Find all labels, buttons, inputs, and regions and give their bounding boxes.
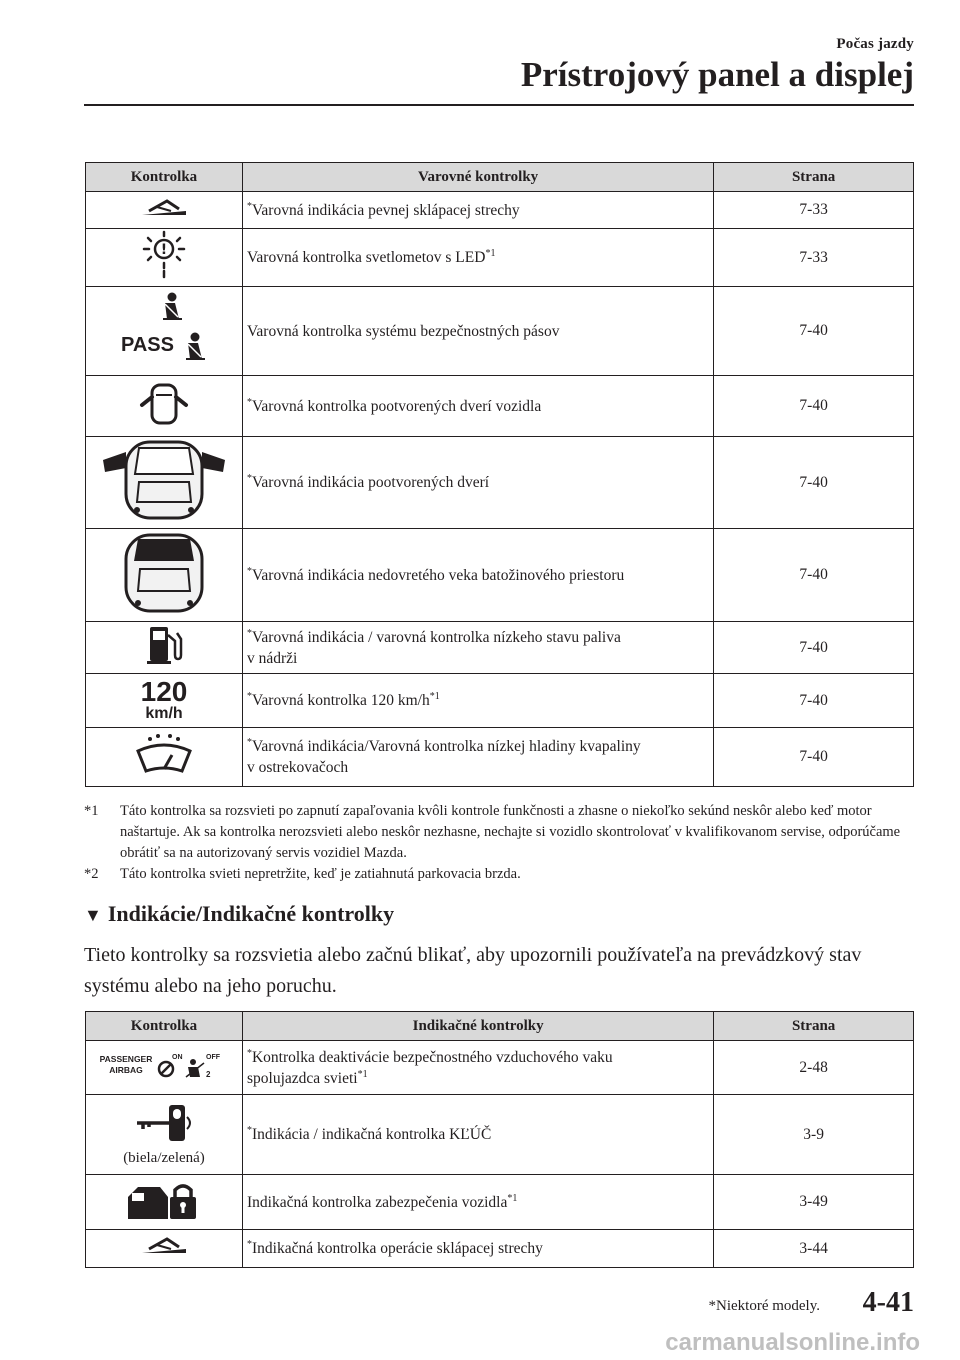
section-heading: ▼ Indikácie/Indikačné kontrolky — [84, 901, 395, 926]
door-open-icon — [134, 381, 194, 427]
icon-cell — [86, 229, 243, 287]
description-cell: Indikačná kontrolka zabezpečenia vozidla$^{*1}$ — [242, 1175, 713, 1230]
description-cell: *Indikačná kontrolka operácie sklápacej strechy — [242, 1230, 713, 1268]
svg-text:2: 2 — [205, 1070, 211, 1079]
table-row — [86, 1230, 914, 1268]
page-ref: 7-40 — [714, 728, 914, 787]
icon-cell — [86, 1175, 243, 1230]
page-ref: 7-40 — [714, 376, 914, 437]
triangle-marker: ▼ — [84, 905, 102, 925]
icon-cell — [86, 674, 243, 728]
description-cell: *Varovná indikácia pevnej sklápacej strechy — [242, 192, 713, 229]
description-cell: *Varovná indikácia / varovná kontrolka nízkeho stavu paliva v nádrži — [242, 622, 713, 674]
column-header: Varovné kontrolky — [242, 163, 713, 192]
table-row — [86, 1095, 914, 1175]
column-header: Indikačné kontrolky — [242, 1012, 713, 1041]
fuel-pump-icon — [142, 623, 186, 667]
svg-text:ON: ON — [171, 1054, 183, 1061]
svg-text:km/h: km/h — [145, 705, 183, 721]
page-number: 4-41 — [862, 1287, 914, 1318]
page-ref: 7-33 — [714, 192, 914, 229]
icon-cell — [86, 376, 243, 437]
svg-text:120: 120 — [140, 676, 188, 707]
svg-text:PASS: PASS — [120, 333, 174, 356]
washer-fluid-icon — [132, 733, 196, 777]
svg-text:OFF: OFF — [205, 1054, 220, 1061]
warning-lights-table — [85, 162, 914, 787]
footer-note: *Niektoré modely. — [708, 1298, 820, 1314]
table-header-row — [86, 1012, 914, 1041]
speed-120-icon — [129, 675, 199, 721]
passenger-airbag-icon — [94, 1047, 234, 1083]
page-ref: 3-44 — [714, 1230, 914, 1268]
seatbelt-icon — [114, 289, 214, 369]
table-row — [86, 674, 914, 728]
column-header: Strana — [714, 163, 914, 192]
column-header: Strana — [714, 1012, 914, 1041]
table-row — [86, 1041, 914, 1095]
page-title: Prístrojový panel a displej — [520, 55, 914, 94]
security-lock-icon — [124, 1179, 204, 1221]
key-icon — [129, 1103, 199, 1143]
page-ref: 3-9 — [714, 1095, 914, 1175]
description-cell: *Kontrolka deaktivácie bezpečnostného vzduchového vaku spolujazdca svieti$^{*1}$ — [242, 1041, 713, 1095]
description-cell: *Varovná indikácia pootvorených dverí — [242, 437, 713, 529]
page-header — [521, 36, 914, 95]
table-row — [86, 287, 914, 376]
convertible-roof-icon — [139, 195, 189, 221]
footnote: *1 Táto kontrolka sa rozsvieti po zapnutí zapaľovania kvôli kontrole funkčnosti a zhasne o niekoľko sekúnd neskôr alebo keď motor naštartuje. Ak sa kontrolka nerozsvieti alebo neskôr nezhasne, nechajte si vozidlo skontrolovať v kvalifikovanom servise, odporúčame obrátiť sa na autorizovaný servis vozidiel Mazda. — [84, 803, 901, 861]
car-trunk-open-icon — [114, 531, 214, 615]
table-row — [86, 437, 914, 529]
description-cell: Varovná kontrolka systému bezpečnostných pásov — [242, 287, 713, 376]
description-cell: *Varovná kontrolka pootvorených dverí vozidla — [242, 376, 713, 437]
description-cell: *Varovná indikácia/Varovná kontrolka nízkej hladiny kvapaliny v ostrekovačoch — [242, 728, 713, 787]
led-headlight-icon — [134, 230, 194, 280]
convertible-roof-icon — [139, 1233, 189, 1259]
column-header: Kontrolka — [86, 163, 243, 192]
icon-cell — [86, 287, 243, 376]
page-ref: 7-33 — [714, 229, 914, 287]
icon-cell — [86, 437, 243, 529]
icon-cell — [86, 622, 243, 674]
icon-cell — [86, 529, 243, 622]
icon-cell — [86, 1041, 243, 1095]
table-row — [86, 192, 914, 229]
icon-cell — [86, 1230, 243, 1268]
icon-cell — [86, 1095, 243, 1175]
svg-text:PASSENGER: PASSENGER — [99, 1054, 153, 1064]
page-ref: 7-40 — [714, 622, 914, 674]
table-row — [86, 376, 914, 437]
watermark: carmanualsonline.info — [665, 1329, 920, 1356]
table-row — [86, 622, 914, 674]
description-cell: *Indikácia / indikačná kontrolka KĽÚČ — [242, 1095, 713, 1175]
section-intro: Tieto kontrolky sa rozsvietia alebo začnú blikať, aby upozornili používateľa na prevádzkový stav systému alebo na jeho poruchu. — [84, 944, 862, 997]
chapter-title: Počas jazdy — [836, 36, 914, 52]
table-row — [86, 229, 914, 287]
page-ref: 3-49 — [714, 1175, 914, 1230]
svg-text:AIRBAG: AIRBAG — [109, 1065, 143, 1075]
icon-cell — [86, 728, 243, 787]
footnote: *2 Táto kontrolka svieti nepretržite, keď je zatiahnutá parkovacia brzda. — [84, 866, 521, 882]
column-header: Kontrolka — [86, 1012, 243, 1041]
header-rule — [84, 104, 914, 106]
car-doors-open-icon — [99, 438, 229, 522]
page-ref: 7-40 — [714, 287, 914, 376]
table-row — [86, 529, 914, 622]
svg-text:!: ! — [160, 242, 168, 258]
description-cell: *Varovná kontrolka 120 $km/h^{*1}$ — [242, 674, 713, 728]
icon-cell — [86, 192, 243, 229]
table-header-row — [86, 163, 914, 192]
page-ref: 7-40 — [714, 437, 914, 529]
description-cell: Varovná kontrolka svetlometov s LED$^{*1}$ — [242, 229, 713, 287]
indicator-lights-table — [85, 1011, 914, 1268]
footnotes — [84, 801, 914, 885]
table-row — [86, 728, 914, 787]
page-ref: 2-48 — [714, 1041, 914, 1095]
key-color-note: (biela/zelená) — [123, 1149, 205, 1166]
description-cell: *Varovná indikácia nedovretého veka batožinového priestoru — [242, 529, 713, 622]
table-row — [86, 1175, 914, 1230]
page-ref: 7-40 — [714, 529, 914, 622]
page-ref: 7-40 — [714, 674, 914, 728]
